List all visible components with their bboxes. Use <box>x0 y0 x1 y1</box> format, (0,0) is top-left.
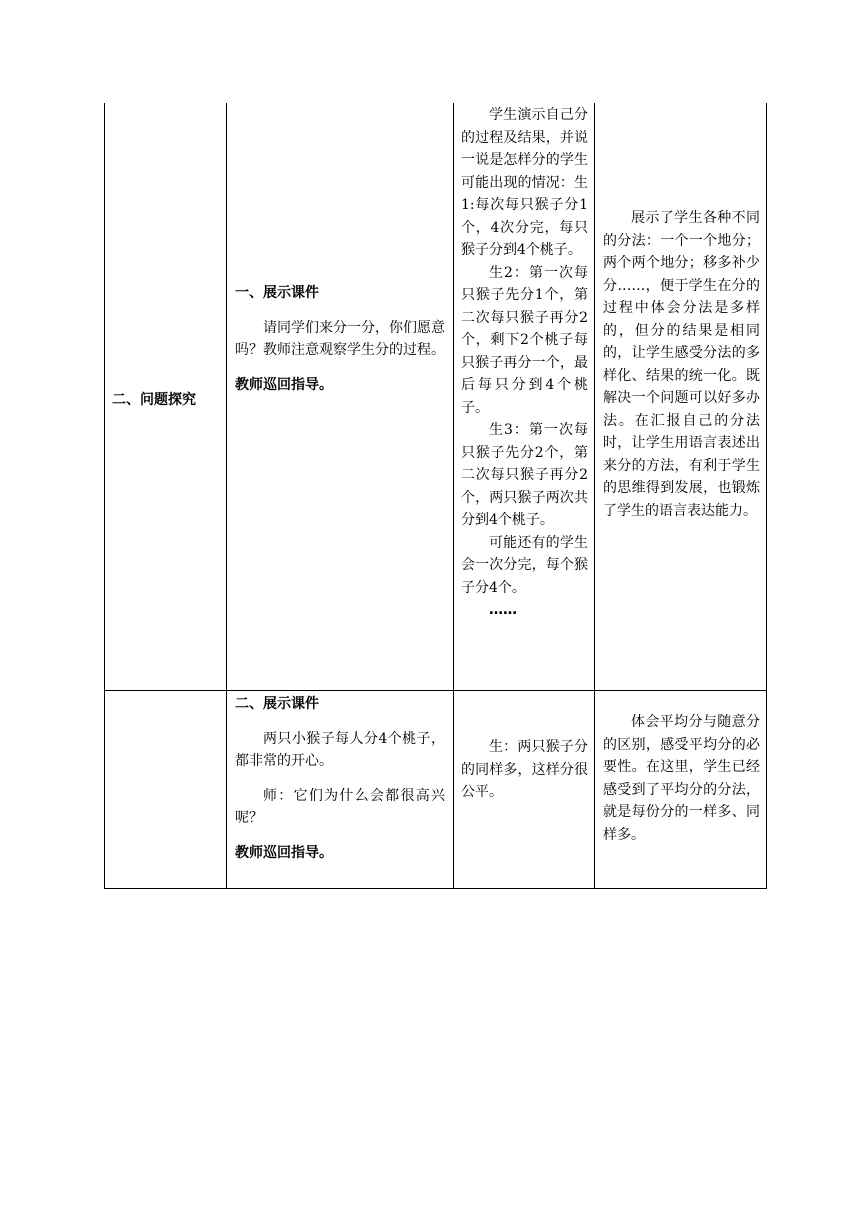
design-intent-text: 展示了学生各种不同的分法：一个一个地分；两个两个地分；移多补少分……，便于学生在分的过程中体会分法是多样的，但分的结果是相同的，让学生感受分法的多样化、结果的统一化。既解决一个问题可以好多办法。在汇报自己的分法时，让学生用语言表述出来分的方法，有利于学生的思维得到发展，也锻炼了学生的语言表达能力。 <box>603 210 760 519</box>
table-divider-2 <box>453 103 454 889</box>
student-case-2: 生2：第一次每只猴子先分1个，第二次每只猴子再分2个，剩下2个桃子每只猴子再分一个，最后每只分到4个桃子。 <box>461 264 588 416</box>
table-divider-1 <box>226 103 227 889</box>
teacher-text-row2-2: 师：它们为什么会都很高兴呢？ <box>235 787 445 826</box>
teacher-note-row2: 教师巡回指导。 <box>235 844 333 861</box>
table-border-left <box>104 103 105 889</box>
teacher-heading: 一、展示课件 <box>235 285 319 301</box>
student-intro: 学生演示自己分的过程及结果，并说一说是怎样分的学生可能出现的情况：生1:每次每只猴子分1个，4次分完，每只猴子分到4个桃子。 <box>461 107 588 258</box>
table-divider-3 <box>594 103 595 889</box>
design-intent-cell-row2 <box>603 711 760 846</box>
table-border-bottom <box>104 888 767 889</box>
student-ellipsis: …… <box>489 602 517 618</box>
student-case-3: 生3：第一次每只猴子先分2个，第二次每只猴子再分2个，两只猴子两次共分到4个桃子。 <box>461 422 588 528</box>
student-text-row2: 生：两只猴子分的同样多，这样分很公平。 <box>461 739 588 800</box>
teacher-activity-cell <box>235 282 445 396</box>
design-intent-text-row2: 体会平均分与随意分的区别，感受平均分的必要性。在这里，学生已经感受到了平均分的分法，就是每份分的一样多、同样多。 <box>603 714 760 843</box>
teacher-note: 教师巡回指导。 <box>235 376 333 393</box>
teacher-activity-cell-row2 <box>235 693 445 864</box>
table-border-right <box>766 103 767 889</box>
student-case-4: 可能还有的学生会一次分完，每个猴子分4个。 <box>461 534 588 596</box>
student-activity-cell-row2 <box>461 736 588 804</box>
design-intent-cell <box>603 207 760 522</box>
student-activity-cell <box>461 104 588 622</box>
stage-label: 二、问题探究 <box>112 392 196 408</box>
table-row-divider <box>104 690 767 691</box>
teacher-text: 请同学们来分一分，你们愿意吗？教师注意观察学生分的过程。 <box>235 319 445 358</box>
teacher-heading-row2: 二、展示课件 <box>235 696 319 712</box>
teacher-text-row2-1: 两只小猴子每人分4个桃子，都非常的开心。 <box>235 730 445 769</box>
